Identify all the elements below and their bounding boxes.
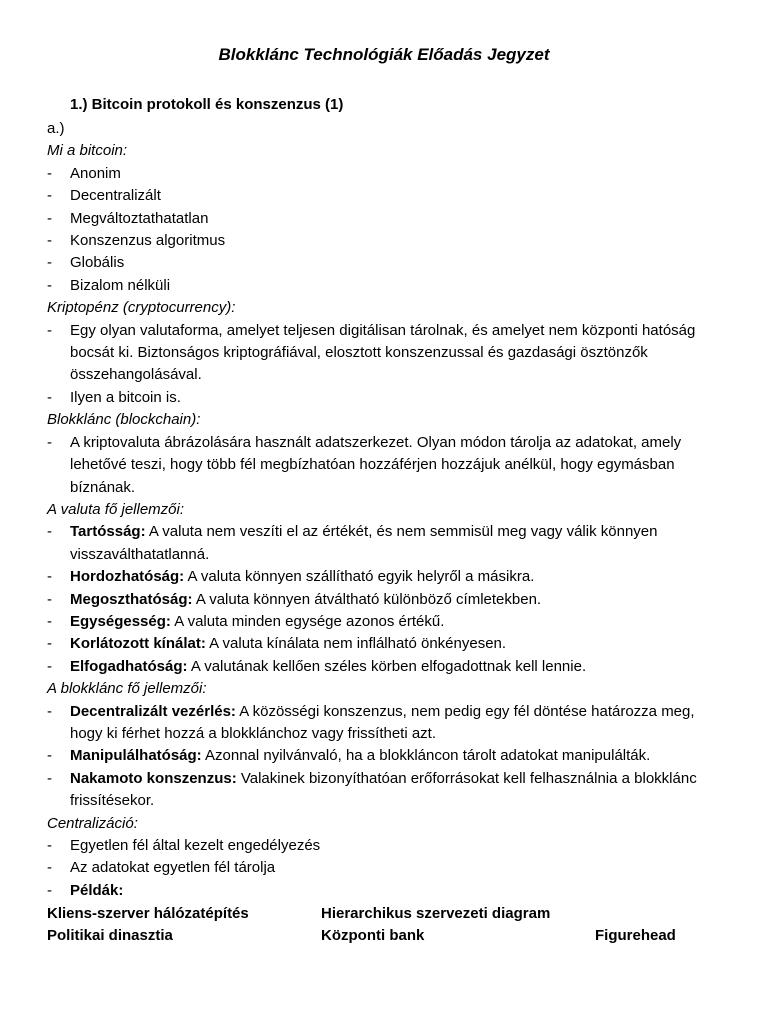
item-text xyxy=(70,432,727,499)
item-term: Nakamoto konszenzus: xyxy=(70,769,237,787)
bullet-dash: - xyxy=(47,747,52,765)
bullet-dash: - xyxy=(47,702,52,720)
item-text xyxy=(70,768,727,813)
item-text xyxy=(70,835,727,857)
example-cell: Politikai dinasztia xyxy=(47,927,173,945)
heading-blockchain-features: A blokklánc fő jellemzői: xyxy=(47,680,207,698)
cryptocurrency-list-item xyxy=(47,387,727,409)
item-description: Azonnal nyilvánvaló, ha a blokkláncon tárolt adatokat manipulálták. xyxy=(201,747,651,765)
item-text xyxy=(70,880,727,902)
item-text xyxy=(70,589,727,611)
notes-body xyxy=(47,118,727,902)
examples-row xyxy=(47,925,727,947)
blockchain-list-item xyxy=(47,432,727,499)
item-term: Korlátozott kínálat: xyxy=(70,635,206,653)
section-heading: 1.) Bitcoin protokoll és konszenzus (1) xyxy=(70,96,344,113)
item-description: A kriptovaluta ábrázolására használt adatszerkezet. Olyan módon tárolja az adatokat, amely lehetővé teszi, hogy több fél megbízhatóan hozzáférjen hozzájuk anélkül, hogy egymásban bíznának. xyxy=(70,433,682,496)
bitcoin-list-item xyxy=(47,208,727,230)
item-text xyxy=(70,745,727,767)
blockchain-feature-item xyxy=(47,701,727,746)
bullet-dash: - xyxy=(47,187,52,205)
item-description: A valutának kellően széles körben elfogadottnak kell lennie. xyxy=(187,657,587,675)
item-text xyxy=(70,521,727,566)
item-term: Decentralizált vezérlés: xyxy=(70,702,236,720)
bullet-dash: - xyxy=(47,232,52,250)
item-text xyxy=(70,701,727,746)
item-description: Ilyen a bitcoin is. xyxy=(70,388,181,406)
item-description: Az adatokat egyetlen fél tárolja xyxy=(70,859,276,877)
currency-feature-item xyxy=(47,521,727,566)
centralization-item xyxy=(47,880,727,902)
blockchain-list xyxy=(47,432,727,499)
example-cell: Kliens-szerver hálózatépítés xyxy=(47,905,249,922)
heading-centralization: Centralizáció: xyxy=(47,814,138,832)
bitcoin-list-item xyxy=(47,275,727,297)
centralization-item xyxy=(47,857,727,879)
item-text: Decentralizált xyxy=(70,187,161,205)
heading-currency-features: A valuta fő jellemzői: xyxy=(47,500,185,518)
bullet-dash: - xyxy=(47,837,52,854)
heading-bitcoin: Mi a bitcoin: xyxy=(47,142,128,160)
item-description: A valuta nem veszíti el az értékét, és nem semmisül meg vagy válik könnyen visszaválthatatlanná. xyxy=(70,523,658,563)
item-text xyxy=(70,566,727,588)
item-text: Anonim xyxy=(70,164,121,182)
bullet-dash: - xyxy=(47,657,52,675)
bullet-dash: - xyxy=(47,523,52,541)
item-term: Hordozhatóság: xyxy=(70,568,185,586)
bitcoin-list-item xyxy=(47,230,727,252)
bullet-dash: - xyxy=(47,859,52,877)
currency-feature-item xyxy=(47,656,727,678)
bullet-dash: - xyxy=(47,276,52,294)
item-text xyxy=(70,387,727,409)
item-description: Példák: xyxy=(70,881,124,899)
bullet-dash: - xyxy=(47,881,52,899)
bullet-dash: - xyxy=(47,433,52,451)
bullet-dash: - xyxy=(47,769,52,787)
item-text xyxy=(70,633,727,655)
currency-feature-item xyxy=(47,566,727,588)
item-text: Bizalom nélküli xyxy=(70,276,171,294)
heading-blockchain: Blokklánc (blockchain): xyxy=(47,411,201,429)
cryptocurrency-list xyxy=(47,320,727,410)
item-text xyxy=(70,656,727,678)
centralization-item xyxy=(47,835,727,857)
example-cell: Figurehead xyxy=(595,927,676,945)
currency-feature-item xyxy=(47,611,727,633)
item-text: Globális xyxy=(70,254,125,272)
heading-cryptocurrency: Kriptopénz (cryptocurrency): xyxy=(47,299,236,317)
currency-feature-item xyxy=(47,633,727,655)
bullet-dash: - xyxy=(47,209,52,227)
document-title: Blokklánc Technológiák Előadás Jegyzet xyxy=(218,45,550,64)
item-description: A valuta minden egysége azonos értékű. xyxy=(170,612,445,630)
example-cell: Központi bank xyxy=(321,927,425,945)
bullet-dash: - xyxy=(47,388,52,406)
item-term: Megoszthatóság: xyxy=(70,590,193,608)
examples-row xyxy=(47,903,727,925)
currency-feature-item xyxy=(47,589,727,611)
centralization-list xyxy=(47,835,727,902)
blockchain-feature-item xyxy=(47,768,727,813)
bullet-dash: - xyxy=(47,164,52,182)
item-term: Egységesség: xyxy=(70,612,171,630)
bullet-dash: - xyxy=(47,321,52,339)
item-description: Egy olyan valutaforma, amelyet teljesen digitálisan tárolnak, és amelyet nem központi hatóság bocsát ki. Biztonságos kriptográfiával, elosztott konszenzussal és gazdasági ösztönzők összehangolásával. xyxy=(70,321,696,384)
bitcoin-list-item xyxy=(47,252,727,274)
subsection-label: a.) xyxy=(47,120,65,137)
bullet-dash: - xyxy=(47,568,52,586)
item-description: A valuta könnyen átváltható különböző címletekben. xyxy=(192,590,542,608)
item-description: Egyetlen fél által kezelt engedélyezés xyxy=(70,837,321,854)
bullet-dash: - xyxy=(47,612,52,630)
bullet-dash: - xyxy=(47,254,52,272)
bitcoin-list xyxy=(47,163,727,297)
item-description: Valakinek bizonyíthatóan erőforrásokat kell felhasználnia a blokklánc frissítésekor. xyxy=(70,769,697,810)
cryptocurrency-list-item xyxy=(47,320,727,387)
bitcoin-list-item xyxy=(47,185,727,207)
item-description: A valuta kínálata nem inflálható önkényesen. xyxy=(205,635,507,653)
item-description: A közösségi konszenzus, nem pedig egy fél döntése határozza meg, hogy ki férhet hozzá a blokklánchoz vagy frissítheti azt. xyxy=(70,702,695,742)
bullet-dash: - xyxy=(47,635,52,653)
item-text: Konszenzus algoritmus xyxy=(70,232,226,250)
examples-grid xyxy=(47,903,727,948)
bullet-dash: - xyxy=(47,590,52,608)
item-text xyxy=(70,611,727,633)
item-text: Megváltoztathatatlan xyxy=(70,209,209,227)
currency-features-list xyxy=(47,521,727,678)
blockchain-features-list xyxy=(47,701,727,813)
bitcoin-list-item xyxy=(47,163,727,185)
item-text xyxy=(70,857,727,879)
item-term: Manipulálhatóság: xyxy=(70,747,202,765)
item-description: A valuta könnyen szállítható egyik helyről a másikra. xyxy=(184,568,535,586)
item-term: Elfogadhatóság: xyxy=(70,657,188,675)
example-cell: Hierarchikus szervezeti diagram xyxy=(321,905,551,922)
blockchain-feature-item xyxy=(47,745,727,767)
item-term: Tartósság: xyxy=(70,523,146,541)
item-text xyxy=(70,320,727,387)
